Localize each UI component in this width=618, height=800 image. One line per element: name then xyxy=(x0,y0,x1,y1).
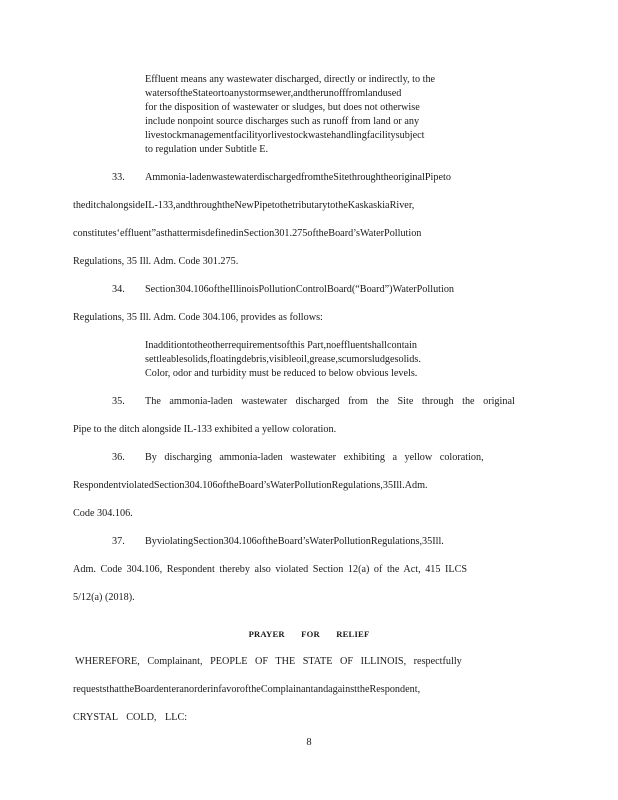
paragraph-text: Code 304.106. xyxy=(73,508,133,519)
prayer-text: WHEREFORE, Complainant, PEOPLE OF THE STATE OF ILLINOIS, respectfully xyxy=(75,656,462,667)
page-number: 8 xyxy=(306,737,312,748)
paragraph-text: constitutes‘effluent”asthattermisdefinedinSection301.275oftheBoard’sWaterPollution xyxy=(73,228,422,239)
paragraph-text: 5/12(a) (2018). xyxy=(73,592,135,603)
paragraph-text: Section304.106oftheIllinoisPollutionControlBoard(“Board”)WaterPollution xyxy=(145,284,455,295)
paragraph-text: RespondentviolatedSection304.106oftheBoard’sWaterPollutionRegulations,35Ill.Adm. xyxy=(73,480,428,491)
regulation-quote-line: settleablesolids,floatingdebris,visibleoil,grease,scumorsludgesolids. xyxy=(145,354,421,365)
paragraph-text: The ammonia-laden wastewater discharged from the Site through the original xyxy=(145,396,515,407)
definition-quote-line: include nonpoint source discharges such as runoff from land or any xyxy=(145,116,420,127)
paragraph-number: 33. xyxy=(112,172,125,183)
prayer-text: requeststhattheBoardenteranorderinfavoroftheComplainantandagainsttheRespondent, xyxy=(73,684,421,695)
definition-quote-line: to regulation under Subtitle E. xyxy=(145,144,269,155)
paragraph-text: Regulations, 35 Ill. Adm. Code 304.106, provides as follows: xyxy=(73,312,323,323)
regulation-quote-line: Color, odor and turbidity must be reduced to below obvious levels. xyxy=(145,368,418,379)
paragraph-text: theditchalongsideIL-133,andthroughtheNewPipetothetributarytotheKaskaskiaRiver, xyxy=(73,200,415,211)
paragraph-text: Ammonia-ladenwastewaterdischargedfromtheSitethroughtheoriginalPipeto xyxy=(145,172,451,183)
definition-quote-line: Effluent means any wastewater discharged, directly or indirectly, to the xyxy=(145,74,436,85)
paragraph-text: Pipe to the ditch alongside IL-133 exhibited a yellow coloration. xyxy=(73,424,337,435)
paragraph-number: 34. xyxy=(112,284,125,295)
definition-quote-line: livestockmanagementfacilityorlivestockwastehandlingfacilitysubject xyxy=(145,130,425,141)
paragraph-number: 35. xyxy=(112,396,125,407)
paragraph-text: ByviolatingSection304.106oftheBoard’sWaterPollutionRegulations,35Ill. xyxy=(145,536,444,547)
paragraph-text: Adm. Code 304.106, Respondent thereby also violated Section 12(a) of the Act, 415 ILCS xyxy=(73,564,468,575)
paragraph-text: Regulations, 35 Ill. Adm. Code 301.275. xyxy=(73,256,239,267)
regulation-quote-line: Inadditiontotheotherrequirementsofthis Part,noeffluentshallcontain xyxy=(145,340,417,351)
prayer-heading: PRAYER FOR RELIEF xyxy=(248,629,370,639)
definition-quote-line: for the disposition of wastewater or sludges, but does not otherwise xyxy=(145,102,420,113)
paragraph-text: By discharging ammonia-laden wastewater exhibiting a yellow coloration, xyxy=(145,452,484,463)
paragraph-number: 36. xyxy=(112,452,125,463)
definition-quote-line: watersoftheStateortoanystormsewer,andtherunofffromlandused xyxy=(145,88,402,99)
prayer-text: CRYSTAL COLD, LLC: xyxy=(73,712,188,723)
paragraph-number: 37. xyxy=(112,536,125,547)
